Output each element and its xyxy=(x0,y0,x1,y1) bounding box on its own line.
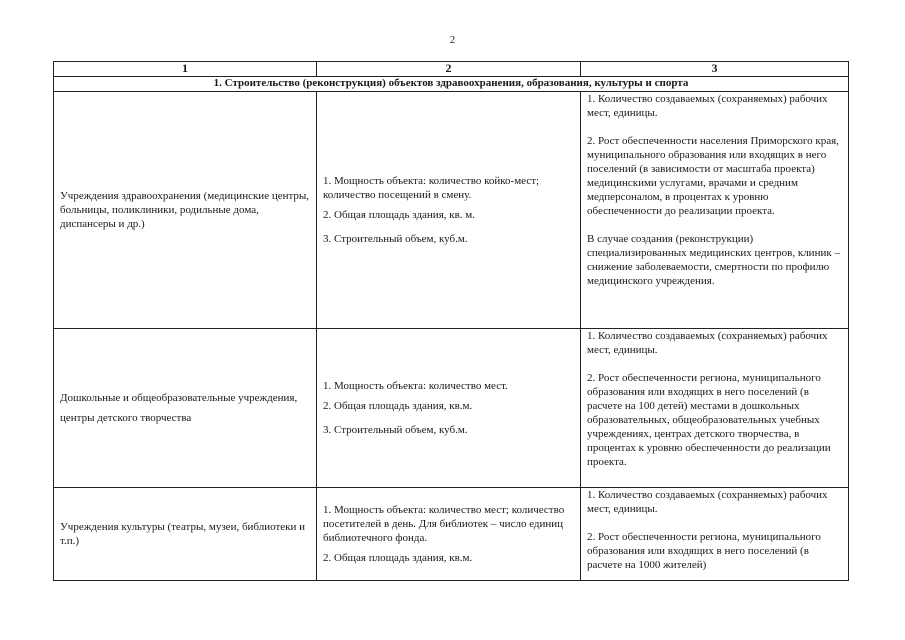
column-header-3: 3 xyxy=(581,62,849,77)
capacity-item: 2. Общая площадь здания, кв.м. xyxy=(323,552,473,564)
table-row xyxy=(54,329,849,488)
capacity-item: 2. Общая площадь здания, кв.м. xyxy=(323,400,473,412)
effect-item: В случае создания (реконструкции) специализированных медицинских центров, клиник – снижение заболеваемости, смертности по профилю медицинского учреждения. xyxy=(587,233,840,287)
capacity-item: 1. Мощность объекта: количество мест. xyxy=(323,380,508,392)
object-type-cell xyxy=(54,329,317,488)
effect-item: 1. Количество создаваемых (сохраняемых) рабочих мест, единицы. xyxy=(587,489,828,515)
capacity-item: 1. Мощность объекта: количество койко-мест; количество посещений в смену. xyxy=(323,175,540,201)
object-type-text: Учреждения здравоохранения (медицинские центры, больницы, поликлиники, родильные дома, диспансеры и др.) xyxy=(60,190,310,230)
effect-item: 2. Рост обеспеченности населения Приморского края, муниципального образования или входящих в него поселений (в зависимости от масштаба проекта) медицинскими услугами, врачами и средним медперсоналом, в процентах к уровню обеспеченности до реализации проекта. xyxy=(587,135,839,217)
column-header-2: 2 xyxy=(317,62,581,77)
effect-cell xyxy=(581,92,849,329)
capacity-item: 2. Общая площадь здания, кв. м. xyxy=(323,209,476,221)
capacity-item: 1. Мощность объекта: количество мест; количество посетителей в день. Для библиотек – число единиц библиотечного фонда. xyxy=(323,504,565,544)
object-type-text: центры детского творчества xyxy=(60,412,192,424)
effect-cell xyxy=(581,329,849,488)
effect-item: 1. Количество создаваемых (сохраняемых) рабочих мест, единицы. xyxy=(587,93,828,119)
object-type-text: Учреждения культуры (театры, музеи, библиотеки и т.п.) xyxy=(60,521,306,547)
section-title-row xyxy=(54,77,849,92)
capacity-item: 3. Строительный объем, куб.м. xyxy=(323,233,468,245)
page-number: 2 xyxy=(449,34,456,46)
column-header-1: 1 xyxy=(54,62,317,77)
effect-item: 2. Рост обеспеченности региона, муниципального образования или входящих в него поселений (в расчете на 100 детей) местами в дошкольных образовательных, общеобразовательных учебных учреждениях, центрах детского творчества, в процентах к уровню обеспеченности до реализации проекта. xyxy=(587,372,831,468)
table-row xyxy=(54,488,849,581)
effect-item: 2. Рост обеспеченности региона, муниципального образования или входящих в него поселений (в расчете на 1000 жителей) xyxy=(587,531,821,571)
object-type-cell xyxy=(54,92,317,329)
section-title: 1. Строительство (реконструкция) объектов здравоохранения, образования, культуры и спорта xyxy=(54,77,849,92)
object-type-text: Дошкольные и общеобразовательные учреждения, xyxy=(60,392,298,404)
capacity-cell xyxy=(317,488,581,581)
capacity-item: 3. Строительный объем, куб.м. xyxy=(323,424,468,436)
indicators-table xyxy=(53,61,849,581)
object-type-cell xyxy=(54,488,317,581)
capacity-cell xyxy=(317,92,581,329)
table-row xyxy=(54,92,849,329)
table-header-row xyxy=(54,62,849,77)
effect-cell xyxy=(581,488,849,581)
capacity-cell xyxy=(317,329,581,488)
effect-item: 1. Количество создаваемых (сохраняемых) рабочих мест, единицы. xyxy=(587,330,828,356)
